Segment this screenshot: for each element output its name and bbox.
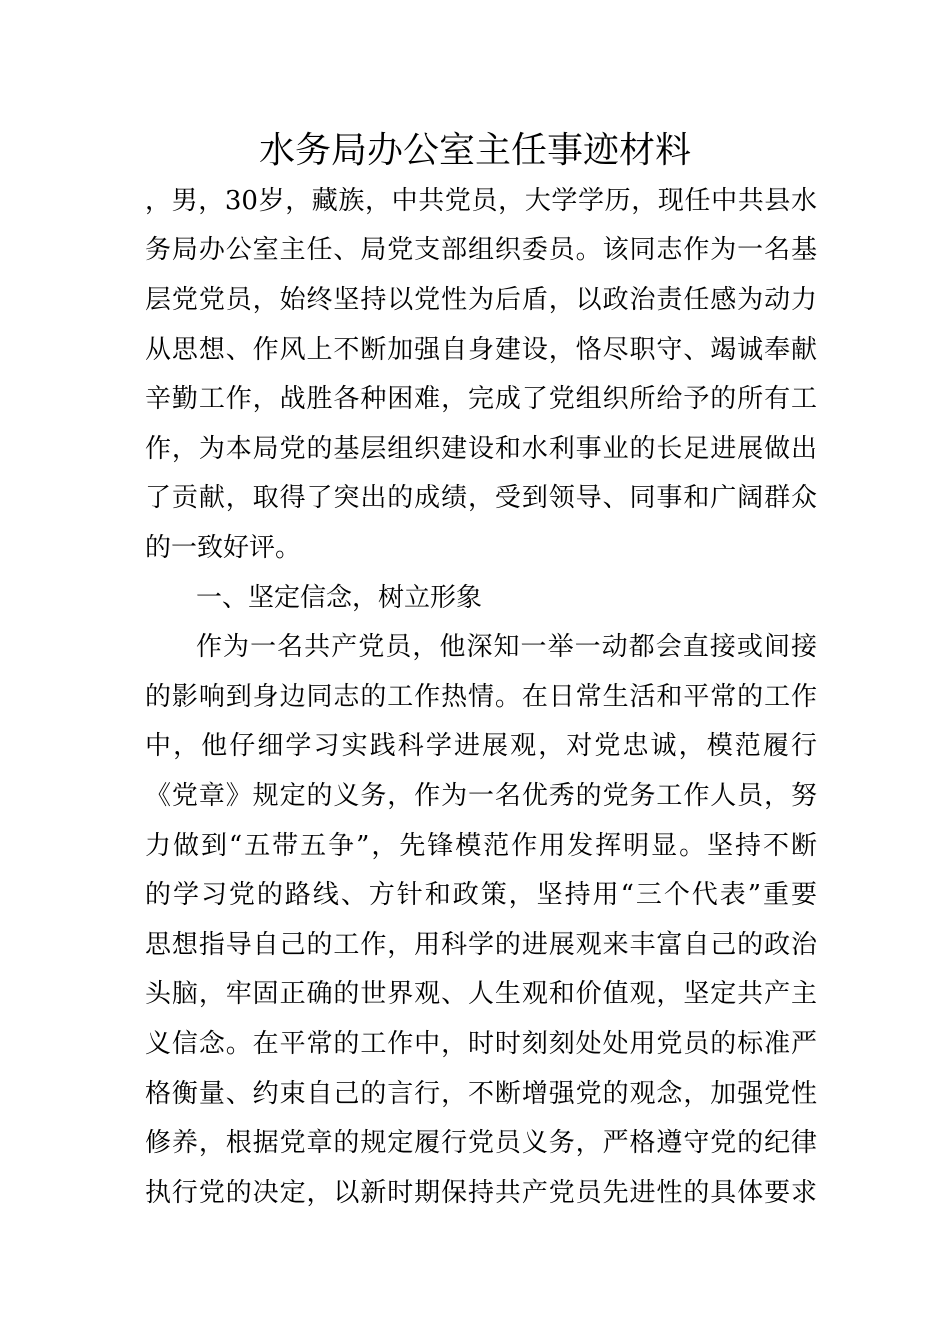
paragraph-line: 思想指导自己的工作，用科学的进展观来丰富自己的政治: [145, 930, 817, 960]
paragraph-line: 作为一名共产党员，他深知一举一动都会直接或间接: [196, 632, 817, 662]
paragraph-line: 力做到“五带五争”，先锋模范作用发挥明显。坚持不断: [145, 831, 817, 861]
paragraph-line: 辛勤工作，战胜各种困难，完成了党组织所给予的所有工: [145, 384, 817, 414]
paragraph-line: 格衡量、约束自己的言行，不断增强党的观念，加强党性: [145, 1079, 817, 1109]
paragraph-line: 头脑，牢固正确的世界观、人生观和价值观，坚定共产主: [145, 979, 817, 1009]
paragraph-line: 修养，根据党章的规定履行党员义务，严格遵守党的纪律: [145, 1128, 817, 1158]
paragraph-line: ，男，30岁，藏族，中共党员，大学学历，现任中共县水: [145, 186, 817, 216]
paragraph-line: 务局办公室主任、局党支部组织委员。该同志作为一名基: [145, 235, 817, 265]
paragraph-line: 从思想、作风上不断加强自身建设，恪尽职守、竭诚奉献: [145, 335, 817, 365]
paragraph-line: 的学习党的路线、方针和政策，坚持用“三个代表”重要: [145, 880, 817, 910]
paragraph-line: 的影响到身边同志的工作热情。在日常生活和平常的工作: [145, 682, 817, 712]
paragraph-line: 了贡献，取得了突出的成绩，受到领导、同事和广阔群众: [145, 483, 817, 513]
paragraph-line: 《党章》规定的义务，作为一名优秀的党务工作人员，努: [145, 781, 817, 811]
paragraph-line: 的一致好评。: [145, 533, 302, 563]
section-heading: 一、坚定信念，树立形象: [196, 583, 483, 613]
document-title: 水务局办公室主任事迹材料: [258, 130, 691, 171]
paragraph-line: 执行党的决定，以新时期保持共产党员先进性的具体要求: [145, 1178, 817, 1208]
paragraph-line: 作，为本局党的基层组织建设和水利事业的长足进展做出: [145, 434, 817, 464]
paragraph-line: 义信念。在平常的工作中，时时刻刻处处用党员的标准严: [145, 1029, 817, 1059]
paragraph-line: 层党党员，始终坚持以党性为后盾，以政治责任感为动力: [145, 285, 817, 315]
paragraph-line: 中，他仔细学习实践科学进展观，对党忠诚，模范履行: [145, 731, 817, 761]
